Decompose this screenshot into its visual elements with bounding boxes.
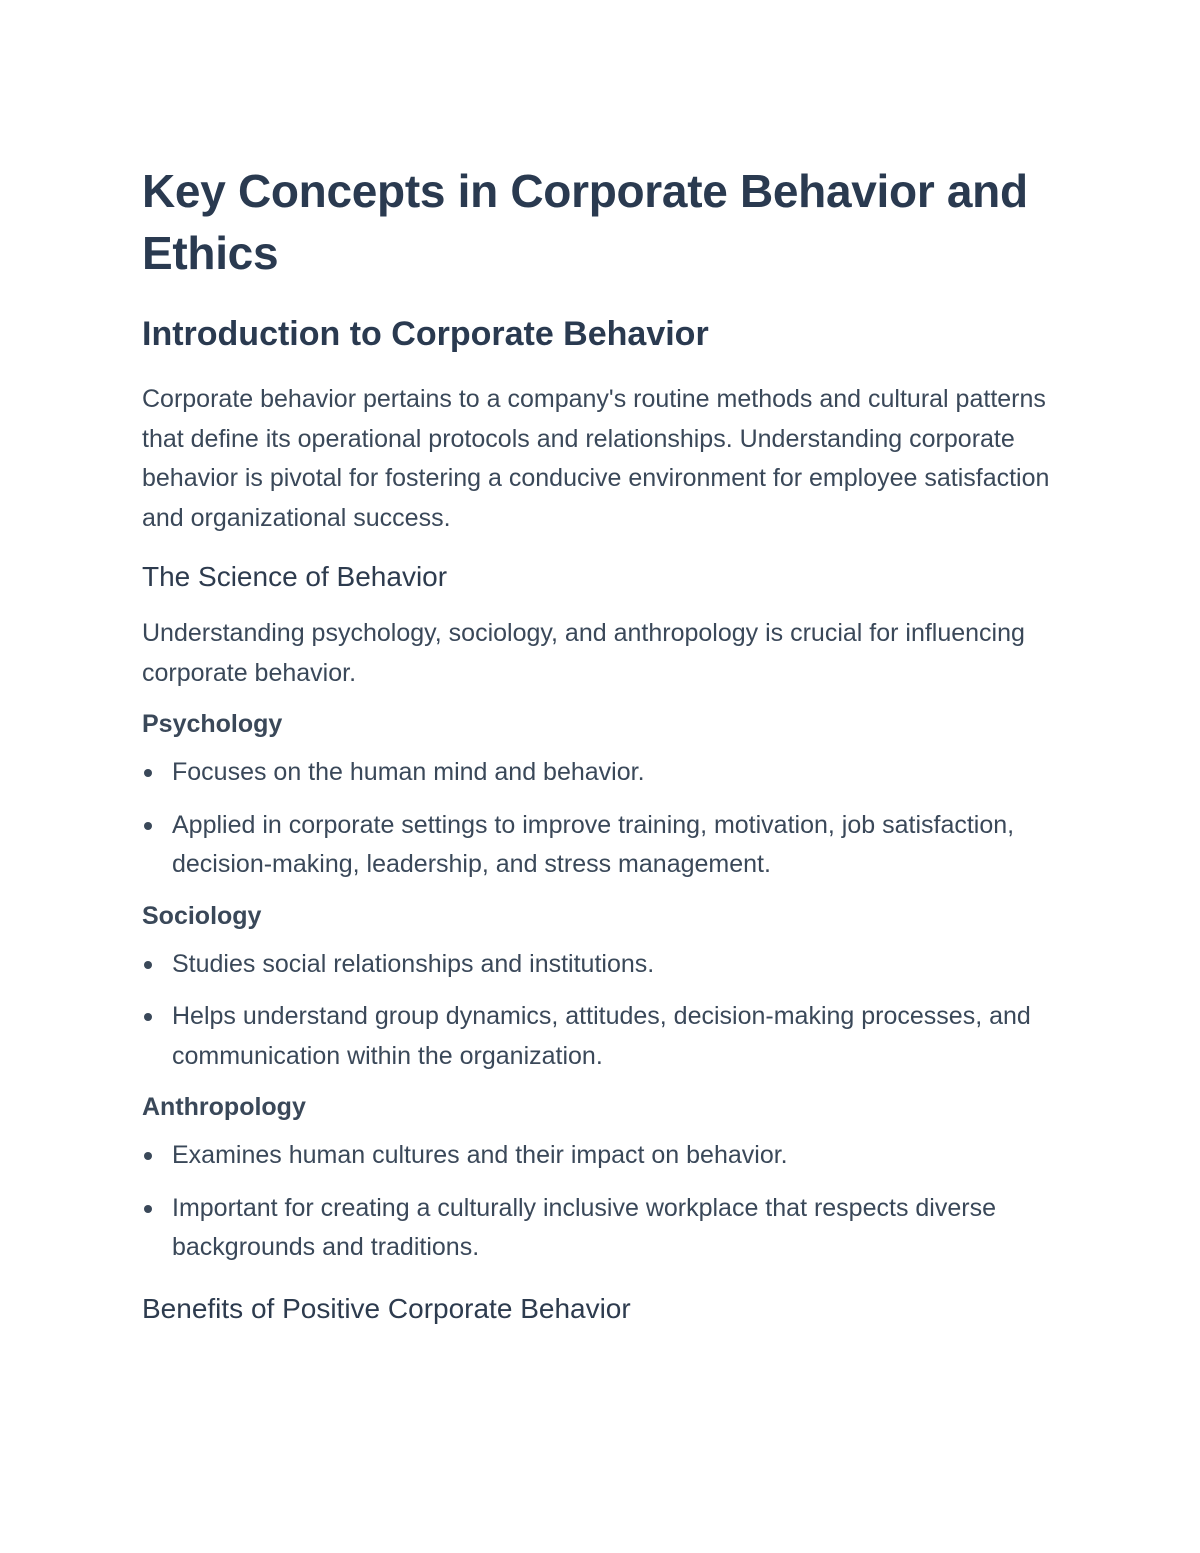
anthropology-list xyxy=(142,1136,1062,1268)
list-item: Studies social relationships and institutions. xyxy=(142,945,1062,985)
list-item: Examines human cultures and their impact on behavior. xyxy=(142,1136,1062,1176)
list-item: Important for creating a culturally inclusive workplace that respects diverse backgrounds and traditions. xyxy=(142,1189,1062,1268)
page-title: Key Concepts in Corporate Behavior and Ethics xyxy=(142,165,1028,279)
list-item: Focuses on the human mind and behavior. xyxy=(142,753,1062,793)
list-item: Helps understand group dynamics, attitudes, decision-making processes, and communication within the organization. xyxy=(142,997,1062,1076)
section-heading-intro: Introduction to Corporate Behavior xyxy=(142,315,709,353)
science-paragraph: Understanding psychology, sociology, and anthropology is crucial for influencing corporate behavior. xyxy=(142,619,1025,687)
subheading-psychology: Psychology xyxy=(142,710,283,738)
section-heading-benefits: Benefits of Positive Corporate Behavior xyxy=(142,1292,631,1324)
subheading-sociology: Sociology xyxy=(142,901,262,930)
sociology-list xyxy=(142,945,1062,1077)
section-heading-science: The Science of Behavior xyxy=(142,561,448,592)
psychology-list xyxy=(142,753,1062,885)
intro-paragraph: Corporate behavior pertains to a company's routine methods and cultural patterns that define its operational protocols and relationships. Understanding corporate behavior is pivotal for fostering a conducive environment for employee satisfaction and organizational success. xyxy=(142,385,1050,532)
document-page xyxy=(142,160,1062,1328)
subheading-anthropology: Anthropology xyxy=(142,1093,306,1121)
list-item: Applied in corporate settings to improve training, motivation, job satisfaction, decision-making, leadership, and stress management. xyxy=(142,806,1062,885)
